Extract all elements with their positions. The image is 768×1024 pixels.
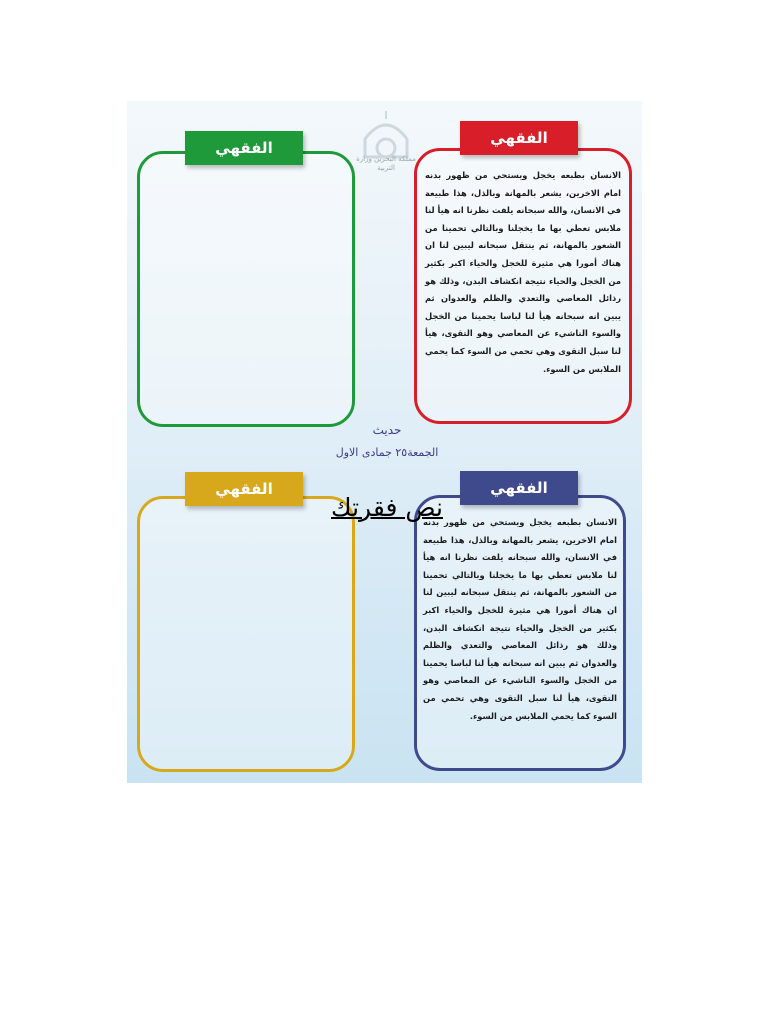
card-top-left-frame xyxy=(137,151,355,427)
card-top-left-tag: الفقهي xyxy=(185,131,303,165)
card-bottom-right-paragraph: الانسان بطبعه يخجل ويستحي من ظهور بدنه امام الاخرين، يشعر بالمهانة وبالذل، هذا طبيعة في الانسان، والله سبحانه يلفت نظرنا انه هيأ لنا ملابس تعطي بها ما يخجلنا وبالتالي تحمينا من الشعور بالمهانة، ثم ينتقل سبحانه ليبين لنا ان هناك أمورا هي مثيرة للخجل والحياء اكبر بكثير من الخجل والحياء نتيجة انكشاف البدن، وذلك هو رذائل المعاصي والتعدي والظلم والعدوان ثم يبين انه سبحانه هيأ لنا لباسا يحمينا من الخجل والسوء الناشيء عن المعاصي وهو التقوى، هيأ لنا سبل التقوى وهي تحمي من السوء كما يحمي الملابس من السوء. xyxy=(423,517,617,721)
overlay-placeholder-text: نص فقرتك xyxy=(331,493,443,522)
center-date: الجمعة٢٥ جمادى الاول xyxy=(335,446,439,459)
poster-image xyxy=(127,101,642,783)
card-bottom-right-tag: الفقهي xyxy=(460,471,578,505)
logo-text: مملكة البحرين وزارة التربية xyxy=(356,155,416,172)
card-bottom-left-frame xyxy=(137,496,355,772)
center-title: حديث xyxy=(372,423,402,437)
card-top-right-paragraph: الانسان بطبعه يخجل ويستحي من ظهور بدنه امام الاخرين، يشعر بالمهانة وبالذل، هذا طبيعة في الانسان، والله سبحانه يلفت نظرنا انه هيأ لنا ملابس تعطي بها ما يخجلنا وبالتالي تحمينا من الشعور بالمهانة، ثم ينتقل سبحانه ليبين لنا ان هناك أمورا هي مثيرة للخجل والحياء اكبر بكثير من الخجل والحياء نتيجة انكشاف البدن، وذلك هو رذائل المعاصي والتعدي والظلم والعدوان ثم يبين انه سبحانه هيأ لنا لباسا يحمينا من الخجل والسوء الناشيء عن المعاصي وهو التقوى، هيأ لنا سبل التقوى وهي تحمي من السوء كما يحمي الملابس من السوء. xyxy=(425,170,621,374)
card-top-right-tag: الفقهي xyxy=(460,121,578,155)
card-bottom-left-tag: الفقهي xyxy=(185,472,303,506)
